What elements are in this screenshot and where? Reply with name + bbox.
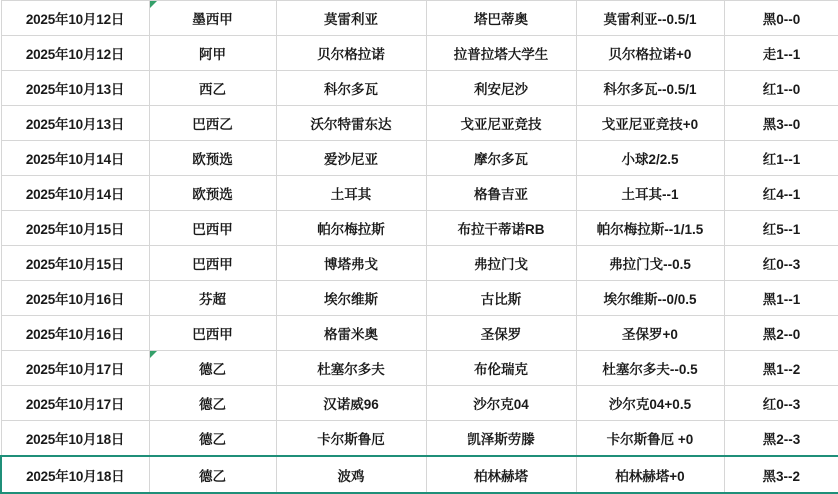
home-team: 沃尔特雷东达 (276, 106, 426, 141)
match-result: 红4--1 (724, 176, 838, 211)
home-team: 贝尔格拉诺 (276, 36, 426, 71)
table-row (1, 386, 838, 421)
league-name: 巴西甲 (149, 246, 276, 281)
table-row (1, 106, 838, 141)
away-team: 布伦瑞克 (426, 351, 576, 386)
match-date: 2025年10月18日 (1, 456, 149, 493)
league-name: 巴西乙 (149, 106, 276, 141)
league-name: 西乙 (149, 71, 276, 106)
table-row (1, 281, 838, 316)
match-result: 黑1--1 (724, 281, 838, 316)
away-team: 格鲁吉亚 (426, 176, 576, 211)
home-team: 土耳其 (276, 176, 426, 211)
match-date: 2025年10月18日 (1, 421, 149, 457)
home-team: 爱沙尼亚 (276, 141, 426, 176)
match-result: 黑0--0 (724, 1, 838, 36)
match-result: 红0--3 (724, 386, 838, 421)
odds-pick: 圣保罗+0 (576, 316, 724, 351)
odds-pick: 埃尔维斯--0/0.5 (576, 281, 724, 316)
odds-pick: 小球2/2.5 (576, 141, 724, 176)
league-name: 墨西甲 (149, 1, 276, 36)
home-team: 科尔多瓦 (276, 71, 426, 106)
away-team: 凯泽斯劳滕 (426, 421, 576, 457)
league-name: 阿甲 (149, 36, 276, 71)
home-team: 卡尔斯鲁厄 (276, 421, 426, 457)
match-date: 2025年10月15日 (1, 211, 149, 246)
home-team: 杜塞尔多夫 (276, 351, 426, 386)
match-result: 红1--1 (724, 141, 838, 176)
away-team: 布拉干蒂诺RB (426, 211, 576, 246)
home-team: 博塔弗戈 (276, 246, 426, 281)
match-result: 黑2--3 (724, 421, 838, 457)
table-row (1, 351, 838, 386)
table-row (1, 1, 838, 36)
odds-pick: 科尔多瓦--0.5/1 (576, 71, 724, 106)
match-result: 红1--0 (724, 71, 838, 106)
league-name: 巴西甲 (149, 211, 276, 246)
match-result: 红0--3 (724, 246, 838, 281)
odds-pick: 贝尔格拉诺+0 (576, 36, 724, 71)
match-date: 2025年10月16日 (1, 281, 149, 316)
odds-pick: 帕尔梅拉斯--1/1.5 (576, 211, 724, 246)
home-team: 汉诺威96 (276, 386, 426, 421)
match-result: 走1--1 (724, 36, 838, 71)
table-row (1, 316, 838, 351)
home-team: 波鸡 (276, 456, 426, 493)
away-team: 利安尼沙 (426, 71, 576, 106)
match-result: 黑3--2 (724, 456, 838, 493)
odds-pick: 杜塞尔多夫--0.5 (576, 351, 724, 386)
match-result: 黑1--2 (724, 351, 838, 386)
away-team: 柏林赫塔 (426, 456, 576, 493)
corner-flag-icon (150, 1, 157, 8)
corner-flag-icon (150, 351, 157, 358)
match-date: 2025年10月12日 (1, 36, 149, 71)
odds-pick: 柏林赫塔+0 (576, 456, 724, 493)
odds-pick: 卡尔斯鲁厄 +0 (576, 421, 724, 457)
away-team: 弗拉门戈 (426, 246, 576, 281)
match-date: 2025年10月12日 (1, 1, 149, 36)
away-team: 塔巴蒂奥 (426, 1, 576, 36)
table-row (1, 211, 838, 246)
away-team: 古比斯 (426, 281, 576, 316)
match-result: 黑2--0 (724, 316, 838, 351)
league-name: 欧预选 (149, 176, 276, 211)
table-row (1, 141, 838, 176)
away-team: 戈亚尼亚竞技 (426, 106, 576, 141)
odds-pick: 土耳其--1 (576, 176, 724, 211)
match-result: 黑3--0 (724, 106, 838, 141)
table-row (1, 176, 838, 211)
match-result: 红5--1 (724, 211, 838, 246)
odds-pick: 莫雷利亚--0.5/1 (576, 1, 724, 36)
home-team: 帕尔梅拉斯 (276, 211, 426, 246)
table-row (1, 36, 838, 71)
league-name: 德乙 (149, 456, 276, 493)
match-date: 2025年10月16日 (1, 316, 149, 351)
home-team: 埃尔维斯 (276, 281, 426, 316)
away-team: 摩尔多瓦 (426, 141, 576, 176)
match-date: 2025年10月13日 (1, 71, 149, 106)
odds-pick: 沙尔克04+0.5 (576, 386, 724, 421)
match-date: 2025年10月15日 (1, 246, 149, 281)
home-team: 莫雷利亚 (276, 1, 426, 36)
table-body (1, 1, 838, 494)
match-date: 2025年10月14日 (1, 141, 149, 176)
table-row (1, 71, 838, 106)
away-team: 拉普拉塔大学生 (426, 36, 576, 71)
table-row (1, 246, 838, 281)
away-team: 沙尔克04 (426, 386, 576, 421)
away-team: 圣保罗 (426, 316, 576, 351)
home-team: 格雷米奥 (276, 316, 426, 351)
league-name: 德乙 (149, 351, 276, 386)
odds-pick: 戈亚尼亚竞技+0 (576, 106, 724, 141)
league-name: 巴西甲 (149, 316, 276, 351)
match-date: 2025年10月17日 (1, 351, 149, 386)
league-name: 欧预选 (149, 141, 276, 176)
match-date: 2025年10月13日 (1, 106, 149, 141)
table-row (1, 421, 838, 457)
league-name: 德乙 (149, 421, 276, 457)
league-name: 芬超 (149, 281, 276, 316)
league-name: 德乙 (149, 386, 276, 421)
odds-pick: 弗拉门戈--0.5 (576, 246, 724, 281)
table-row (1, 456, 838, 493)
match-date: 2025年10月14日 (1, 176, 149, 211)
match-date: 2025年10月17日 (1, 386, 149, 421)
